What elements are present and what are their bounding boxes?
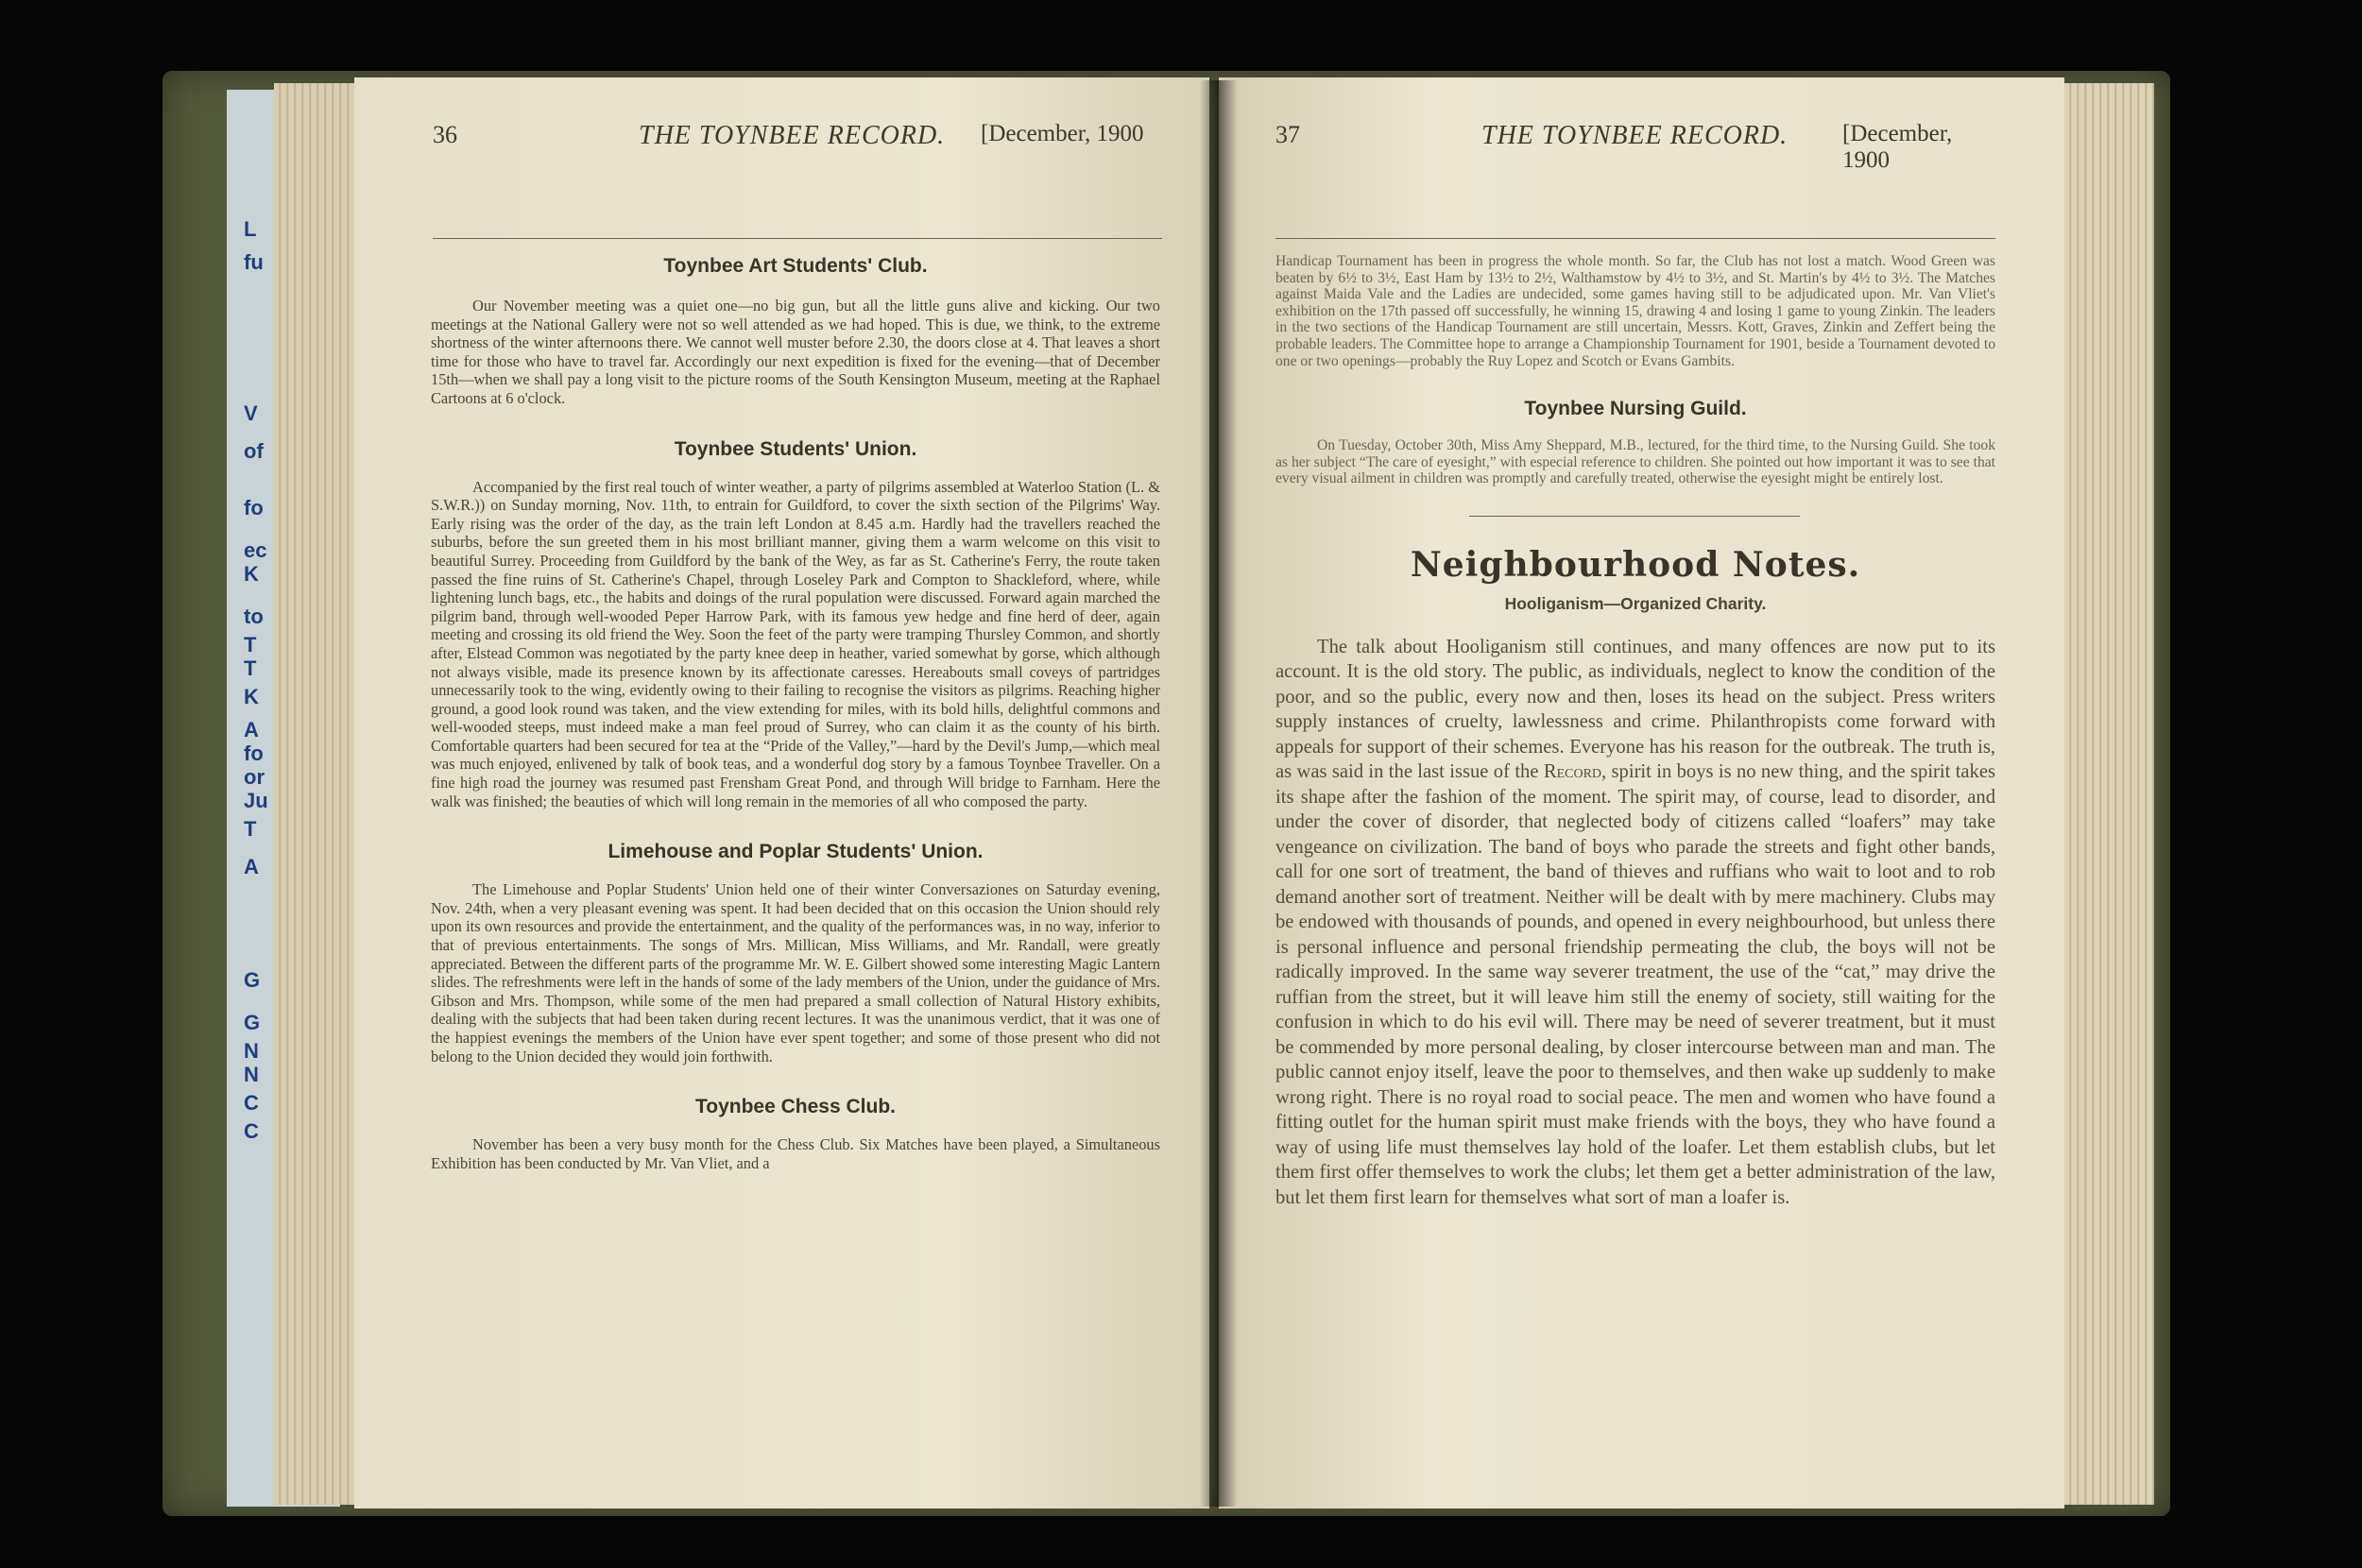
students-union-heading: Toynbee Students' Union.	[674, 437, 917, 460]
underlying-page-fragment: of	[244, 439, 264, 463]
neighbourhood-notes-heading: Neighbourhood Notes.	[1410, 544, 1861, 585]
underlying-page-fragment: L	[244, 217, 257, 241]
underlying-page-fragment: G	[244, 968, 261, 992]
art-club-heading: Toynbee Art Students' Club.	[663, 255, 928, 277]
notes-text-after: , spirit in boys is no new thing, and the spirit takes its shape after the fashion of the moment. The spirit may, of course, lead to disorder, and under the cover of disorder, that neglected body of citizens called “loafers” may take vengeance on civilization. The band of boys who parade the streets and fight other bands, call for one sort of treatment, the band of thieves and ruffians who wait to loot and to rob demand another sort of treatment. Neither will be dealt with by mere machinery. Clubs may be endowed with thousands of pounds, and opened in every neighbourhood, but unless there is personal influence and personal friendship permeating the club, the boys will not be radically improved. In the same way severer treatment, the use of the “cat,” may drive the ruffian from the street, but it will leave him still the enemy of society, still waiting for the confusion in which to do his evil will. There may be need of severer treatment, but it must be commended by more personal dealing, by closer intercourse between man and man. The public cannot enjoy itself, leave the poor to themselves, and then wake up suddenly to make wrong right. There is no royal road to social peace. The men and women who have found a fitting outlet for the human spirit must make friends with the boys, they who have found a way of using life must themselves lay hold of the loafer. Let them establish clubs, but let them first offer themselves to work the clubs; let them get a better administration of the law, but let them first learn for themselves what sort of man a loafer is.	[1275, 761, 1996, 1208]
underlying-page-fragment: T	[244, 817, 257, 841]
limehouse-heading: Limehouse and Poplar Students' Union.	[608, 841, 984, 863]
notes-text-before: The talk about Hooliganism still continues, and many offences are now put to its account. It is the old story. The public, as individuals, neglect to know the condition of the poor, and so the public, every now and then, loses its head on the subject. Press writers supply instances of cruelty, lawlessness and crime. Philanthropists come forward with appeals for support of their schemes. Everyone has his reason for the outbreak. The truth is, as was said in the last issue of the	[1275, 636, 1995, 783]
spine-shadow	[1200, 80, 1238, 1507]
neighbourhood-notes-subheading: Hooliganism—Organized Charity.	[1504, 593, 1767, 613]
underlying-page-fragment: K	[244, 562, 259, 586]
right-running-title: THE TOYNBEE RECORD.	[1481, 121, 1789, 150]
underlying-page-fragment: V	[244, 401, 258, 425]
left-page-number: 36	[433, 121, 457, 148]
left-column	[431, 255, 1160, 1172]
left-head-rule	[433, 238, 1162, 239]
underlying-page-fragment: to	[244, 605, 264, 628]
students-union-text: Accompanied by the first real touch of winter weather, a party of pilgrims assembled at Waterloo Station (L. & S.W.R.)) on Sunday morning, Nov. 11th, to entrain for Guildford, to cover the sixth section of the Pilgrims' Way. Early rising was the order of the day, as the train left London at 8.45 a.m. Hardly had the travellers reached the suburbs, before the sun greeted them in his most brilliant manner, giving them a warm welcome on this visit to beautiful Surrey. Proceeding from Guildford by the bank of the Wey, as far as St. Catherine's Ferry, the route taken passed the fine ruins of St. Catherine's Chapel, through Loseley Park and Compton to Shackleford, where, while lightening lunch bags, etc., the habits and doings of the rural population were discussed. Forward again marched the pilgrim band, through well-wooded Peper Harrow Park, with its famous yew hedge and fine herd of deer, again meeting and crossing its old friend the Wey. Soon the feet of the party were tramping Thursley Common, and shortly after, Elstead Common was negotiated by the party knee deep in heather, varied somewhat by gorse, which although not always visible, made its presence known by its affectionate caresses. Hereabouts small coveys of partridges unnecessarily took to the wing, evidently owing to their failing to recognise the visitors as pilgrims. Reaching higher ground, a good look round was taken, and the view extending for miles, with its bold hills, delightful commons and well-wooded steeps, must indeed make a man feel proud of Surrey, who can claim it as the county of his birth. Comfortable quarters had been secured for tea at the “Pride of the Valley,”—hard by the Devil's Jump,—which meal was much enjoyed, enlivened by talk of book teas, and a wonderful dog story by a famous Toynbee Traveller. On a fine high road the journey was resumed past Frensham Great Pond, and through Will bridge to Farnham. Here the walk was finished; the beauties of which will long remain in the memories of all who composed the party.	[431, 477, 1160, 810]
underlying-page-fragment: C	[244, 1091, 259, 1115]
section-divider	[1469, 516, 1800, 517]
underlying-page-fragment: Ju	[244, 789, 268, 812]
underlying-page-fragment: fu	[244, 250, 264, 274]
left-page-edges	[274, 83, 359, 1505]
right-page-edges	[2064, 83, 2154, 1505]
art-club-text: Our November meeting was a quiet one—no big gun, but all the little guns alive and kicking. Our two meetings at the National Gallery were not so well attended as we had hoped. This is due, we think, to the extreme shortness of the winter afternoons there. We cannot well muster before 2.30, the doors close at 4. That leaves a short time for those who have to travel far. Accordingly our next expedition is fixed for the evening—that of December 15th—when we shall pay a long visit to the picture rooms of the South Kensington Museum, meeting at the Raphael Cartoons at 6 o'clock.	[431, 297, 1160, 407]
chess-club-continuation: Handicap Tournament has been in progress the whole month. So far, the Club has not lost a match. Wood Green was beaten by 6½ to 3½, East Ham by 13½ to 2½, Walthamstow by 4½ to 3½, and St. Martin's by 4½ to 3½. The Matches against Maida Vale and the Ladies are undecided, some games having still to be adjudicated upon. Mr. Van Vliet's exhibition on the 17th passed off successfully, he winning 15, drawing 4 and losing 1 game to young Zinkin. The leaders in the two sections of the Handicap Tournament are still uncertain, Messrs. Kott, Graves, Zinkin and Zeffert being the probable leaders. The Committee hope to arrange a Championship Tournament for 1901, beside a Tournament devoted to one or two openings—probably the Ruy Lopez and Scotch or Evans Gambits.	[1275, 253, 1995, 369]
underlying-page-fragment: K	[244, 685, 259, 708]
underlying-page-fragment: fo	[244, 496, 264, 520]
neighbourhood-notes-text	[1275, 635, 1995, 1211]
chess-club-heading: Toynbee Chess Club.	[695, 1096, 896, 1118]
underlying-page-fragment: A	[244, 718, 259, 741]
underlying-page-fragment: N	[244, 1039, 259, 1063]
left-running-head	[433, 121, 1160, 159]
underlying-page-fragment: or	[244, 765, 265, 789]
right-head-rule	[1275, 238, 1995, 239]
nursing-guild-heading: Toynbee Nursing Guild.	[1524, 398, 1747, 420]
record-word: Record	[1543, 761, 1602, 783]
left-running-title: THE TOYNBEE RECORD.	[639, 121, 946, 150]
underlying-page-fragment: C	[244, 1119, 259, 1143]
underlying-page-fragment: fo	[244, 741, 264, 765]
limehouse-text: The Limehouse and Poplar Students' Union held one of their winter Conversaziones on Saturday evening, Nov. 24th, when a very pleasant evening was spent. It had been decided that on this occasion the Union should rely upon its own resources and provide the entertainment, and the quality of the performances was, in no way, inferior to that of previous entertainments. The songs of Mrs. Millican, Miss Williams, and Mr. Randall, were greatly appreciated. Between the different parts of the programme Mr. W. E. Gilbert showed some interesting Magic Lantern slides. The refreshments were left in the hands of some of the lady members of the Union, under the guidance of Mrs. Gibson and Mrs. Thompson, while some of the men had prepared a small collection of Natural History exhibits, dealing with the subjects that had been taken during recent lectures. It was the unanimous verdict, that it was one of the happiest evenings the members of the Union have ever spent together; and some of those present who did not belong to the Union decided they would join forthwith.	[431, 880, 1160, 1065]
underlying-page-fragment: T	[244, 633, 257, 656]
right-running-head	[1275, 121, 1994, 173]
underlying-page-fragment: G	[244, 1011, 261, 1034]
underlying-page-fragment: ec	[244, 538, 267, 562]
right-page-number: 37	[1275, 121, 1300, 148]
underlying-page-fragment: A	[244, 855, 259, 878]
underlying-page-fragment: N	[244, 1063, 259, 1086]
chess-club-text: November has been a very busy month for the Chess Club. Six Matches have been played, a Simultaneous Exhibition has been conducted by Mr. Van Vliet, and a	[431, 1135, 1160, 1172]
left-running-date: [December, 1900	[981, 121, 1144, 146]
nursing-guild-text: On Tuesday, October 30th, Miss Amy Sheppard, M.B., lectured, for the third time, to the Nursing Guild. She took as her subject “The care of eyesight,” with especial reference to children. She pointed out how important it was to see that every visual ailment in children was promptly and carefully treated, otherwise the eyesight might be entirely lost.	[1275, 437, 1995, 487]
underlying-page-fragment: T	[244, 656, 257, 680]
right-column	[1275, 253, 1995, 1210]
right-running-date: [December, 1900	[1842, 121, 1953, 173]
